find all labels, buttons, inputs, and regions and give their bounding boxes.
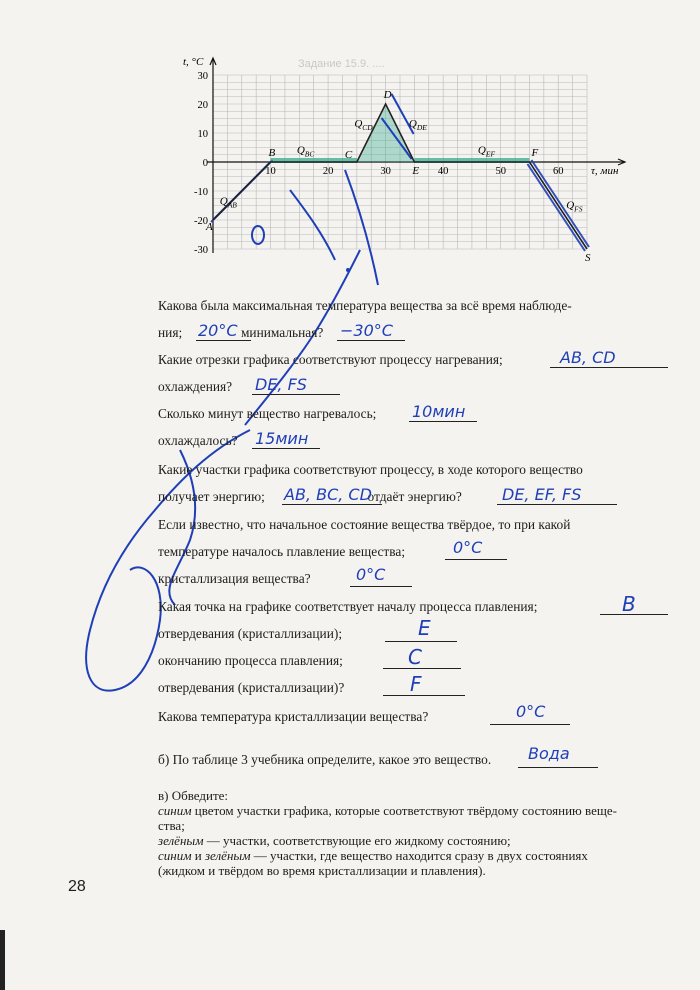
label: минимальная? (240, 325, 324, 340)
answer-substance: Вода (528, 744, 570, 763)
y-tick-label: 20 (197, 100, 208, 111)
point-label-c: C (344, 149, 353, 161)
question-melt-end: окончанию процесса плавления; (158, 653, 343, 668)
y-tick-label: -20 (194, 216, 208, 227)
answer-line (550, 367, 668, 368)
text: — участки, где вещество находится сразу в двух состояниях (250, 848, 588, 863)
x-axis-label: τ, мин (591, 165, 619, 177)
x-tick-label: 30 (380, 166, 391, 177)
segment-label: $Q_{EF}$ (477, 144, 496, 159)
em: синим (158, 803, 192, 818)
segment-label: $Q_{FS}$ (566, 199, 583, 214)
answer-line (282, 504, 382, 505)
point-label-f: F (531, 147, 539, 159)
answer-melt-start: B (622, 592, 636, 616)
segment-label: $Q_{AB}$ (219, 195, 237, 210)
task-line (158, 833, 511, 848)
answer-line (196, 340, 251, 341)
x-tick-label: 40 (437, 166, 449, 177)
question-energy: Какие участки графика соответствуют процессу, в ходе которого вещество (158, 462, 583, 477)
label: отдаёт энергию? (367, 489, 462, 504)
answer-line (383, 695, 465, 696)
y-tick-label: 0 (202, 158, 208, 169)
question-heat-time: Сколько минут вещество нагревалось; (158, 406, 377, 421)
answer-cryst-temp-2: 0°C (516, 702, 546, 721)
question-cryst-temp: кристаллизация вещества? (158, 571, 311, 586)
text: и (191, 848, 205, 863)
y-tick-label: 30 (197, 71, 208, 82)
em: синим (158, 848, 192, 863)
point-label-d: D (383, 89, 392, 101)
answer-heating: AB, CD (560, 348, 616, 367)
answer-cool-time: 15мин (255, 429, 309, 448)
point-label-a: A (206, 221, 213, 233)
question-solid-start: отвердевания (кристаллизации); (158, 626, 343, 641)
answer-gains-energy: AB, BC, CD (284, 485, 372, 504)
page-edge (0, 930, 5, 990)
answer-line (445, 559, 507, 560)
segment-label: $Q_{CD}$ (354, 118, 373, 133)
point-label-b: B (268, 147, 276, 159)
question-substance: б) По таблице 3 учебника определите, какое это вещество. (158, 752, 492, 767)
answer-melt-end: C (408, 645, 422, 669)
question-initial-state: Если известно, что начальное состояние вещества твёрдое, то при какой (158, 517, 571, 532)
answer-solid-end: F (410, 672, 422, 696)
segment-label: $Q_{BC}$ (296, 144, 315, 159)
answer-cooling: DE, FS (255, 375, 307, 394)
bleed-text: Задание 15.9. .... (298, 58, 385, 70)
em: зелёным (158, 833, 204, 848)
answer-line (383, 668, 461, 669)
answer-min-temp: −30°C (340, 321, 393, 340)
label: получает энергию; (158, 489, 265, 504)
answer-line (409, 421, 477, 422)
answer-line (385, 641, 457, 642)
task-line: ства; (158, 818, 185, 833)
question-melt-start: Какая точка на графике соответствует началу процесса плавления; (158, 599, 538, 614)
question-max-temp: Какова была максимальная температура вещества за всё время наблюде- (158, 298, 572, 313)
task-line (158, 848, 588, 863)
task-heading: в) Обведите: (158, 788, 229, 803)
question-melt-temp: температуре началось плавление вещества; (158, 544, 406, 559)
answer-max-temp: 20°C (198, 321, 238, 340)
answer-line (252, 394, 340, 395)
question-heating: Какие отрезки графика соответствуют процессу нагревания; (158, 352, 503, 367)
answer-line (518, 767, 598, 768)
y-tick-label: -30 (194, 245, 208, 256)
label: ния; (158, 325, 183, 340)
answer-line (337, 340, 405, 341)
answer-line (497, 504, 617, 505)
segment-label: $Q_{DE}$ (408, 118, 427, 133)
answer-line (490, 724, 570, 725)
answer-cryst-temp: 0°C (356, 565, 386, 584)
task-line: (жидком и твёрдом во время кристаллизации и плавления). (158, 863, 486, 878)
y-tick-label: 10 (197, 129, 208, 140)
text: — участки, соответствующие его жидкому состоянию; (203, 833, 511, 848)
answer-loses-energy: DE, EF, FS (502, 485, 582, 504)
x-tick-label: 20 (322, 166, 334, 177)
em: зелёным (204, 848, 251, 863)
y-axis-label: t, °C (183, 56, 204, 68)
page-number: 28 (68, 878, 86, 895)
answer-heat-time: 10мин (412, 402, 466, 421)
point-label-s: S (585, 252, 591, 264)
answer-line (252, 448, 320, 449)
question-cool-time: охлаждалось? (158, 433, 238, 448)
x-tick-label: 50 (495, 166, 506, 177)
question-cooling: охлаждения? (158, 379, 233, 394)
text: цветом участки графика, которые соответствуют твёрдому состоянию веще- (191, 803, 617, 818)
x-tick-label: 10 (265, 166, 276, 177)
point-label-e: E (412, 165, 420, 177)
question-cryst-temp-2: Какова температура кристаллизации вещества? (158, 709, 429, 724)
answer-melt-temp: 0°C (453, 538, 483, 557)
question-temp-line (158, 325, 323, 341)
x-tick-label: 60 (552, 166, 564, 177)
task-line (158, 803, 617, 818)
y-tick-label: -10 (194, 187, 208, 198)
answer-solid-start: E (418, 616, 431, 640)
question-solid-end: отвердевания (кристаллизации)? (158, 680, 345, 695)
answer-line (350, 586, 412, 587)
